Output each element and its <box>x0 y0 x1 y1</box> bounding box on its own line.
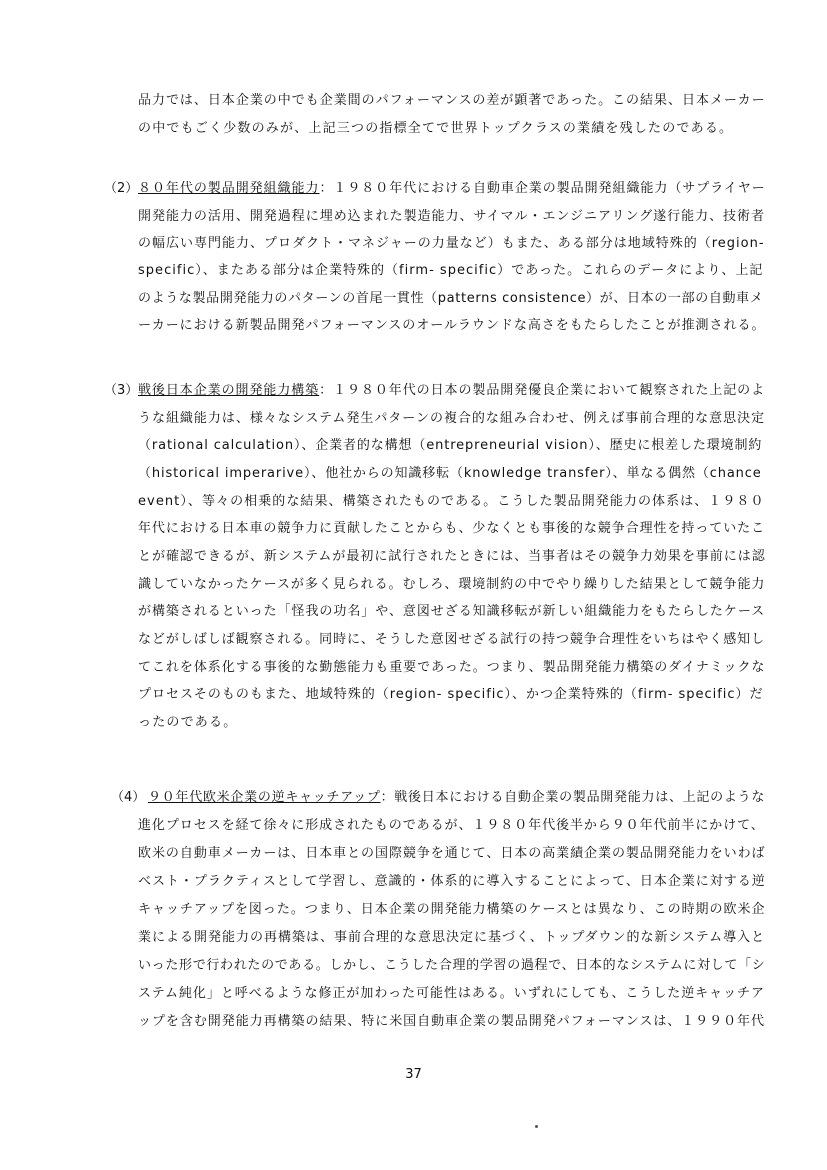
section-4-line: 進化プロセスを経て徐々に形成されたものであるが、１９８０年代後半から９０年代前半にかけて、 <box>138 818 765 833</box>
section-3-line: とが確認できるが、新システムが最初に試行されたときには、当事者はその競争力効果を事前には認 <box>138 549 766 564</box>
section-4-line: 業による開発能力の再構築は、事前合理的な意思決定に基づく、トップダウン的な新システム導入と <box>138 930 766 945</box>
intro-line-2: の中でもごく少数のみが、上記三つの指標全てで世界トップクラスの業績を残したのである。 <box>138 121 734 136</box>
section-3-first-line <box>138 383 765 399</box>
section-3-line: てこれを体系化する事後的な勤態能力も重要であった。つまり、製品開発能力構築のダイナミックな <box>138 660 766 675</box>
section-4-line: ベスト・プラクティスとして学習し、意識的・体系的に導入することによって、日本企業に対する逆 <box>138 874 766 889</box>
section-3-heading: 戦後日本企業の開発能力構築 <box>138 383 320 398</box>
section-3-line: ったのである。 <box>138 715 238 730</box>
section-2-first-line <box>138 181 766 197</box>
section-3-first-rest: ：１９８０年代の日本の製品開発優良企業において観察された上記のよ <box>319 383 766 398</box>
section-4-number: （4） <box>111 790 146 805</box>
section-3-line: うな組織能力は、様々なシステム発生パターンの複合的な組み合わせ、例えば事前合理的な意思決定 <box>138 411 766 426</box>
section-3-line: 識していなかったケースが多く見られる。むしろ、環境制約の中でやり繰りした結果として競争能力 <box>138 577 766 592</box>
section-3-line: （historical imperarive）、他社からの知識移転（knowledge transfer）、単なる偶然（chance <box>138 466 762 481</box>
section-3-line: プロセスそのものもまた、地域特殊的（region- specific）、かつ企業特殊的（firm- specific）だ <box>138 687 764 702</box>
section-2-line: specific）、またある部分は企業特殊的（firm- specific）であった。これらのデータにより、上記 <box>138 263 764 278</box>
intro-line-1: 品力では、日本企業の中でも企業間のパフォーマンスの差が顕著であった。この結果、日本メーカー <box>138 93 766 108</box>
section-4-line: いった形で行われたのである。しかし、こうした合理的学習の過程で、日本的なシステムに対して「シ <box>138 958 766 973</box>
section-2-line: のような製品開発能力のパターンの首尾一貫性（patterns consistence）が、日本の一部の自動車メ <box>138 291 764 306</box>
section-2-number: （2） <box>104 181 139 196</box>
section-2-heading: ８０年代の製品開発組織能力 <box>138 181 320 196</box>
page-number: 37 <box>405 1067 422 1082</box>
section-3-line: などがしばしば観察される。同時に、そうした意図せざる試行の持つ競争合理性をいちはやく感知し <box>138 632 766 647</box>
section-4-first-rest: ：戦後日本における自動企業の製品開発能力は、上記のような <box>380 790 766 805</box>
section-2-line: ーカーにおける新製品開発パフォーマンスのオールラウンドな高さをもたらしたことが推測される。 <box>138 318 766 333</box>
section-4-line: ステム純化」と呼べるような修正が加わった可能性はある。いずれにしても、こうした逆キャッチア <box>138 986 765 1001</box>
section-3-line: 年代における日本車の競争力に貢献したことからも、少なくとも事後的な競争合理性を持っていたこ <box>138 521 766 536</box>
section-4-line: キャッチアップを図った。つまり、日本企業の開発能力構築のケースとは異なり、この時期の欧米企 <box>138 902 766 917</box>
section-3-line: （rational calculation）、企業者的な構想（entrepreneurial vision）、歴史に根差した環境制約 <box>138 438 763 453</box>
section-4-line: 欧米の自動車メーカーは、日本車との国際競争を通じて、日本の高業績企業の製品開発能力をいわば <box>138 846 766 861</box>
scan-speck <box>535 1125 538 1128</box>
section-3-number: （3） <box>104 383 139 398</box>
section-2-line: の幅広い専門能力、プロダクト・マネジャーの力量など）もまた、ある部分は地域特殊的（region- <box>138 236 765 251</box>
section-4-line: ップを含む開発能力再構築の結果、特に米国自動車企業の製品開発パフォーマンスは、１９９０年代 <box>138 1014 765 1029</box>
section-4-heading: ９０年代欧米企業の逆キャッチアップ <box>148 790 381 805</box>
section-3-line: が構築されるといった「怪我の功名」や、意図せざる知識移転が新しい組織能力をもたらしたケース <box>138 604 766 619</box>
section-4-first-line <box>148 790 765 806</box>
section-3-line: event）、等々の相乗的な結果、構築されたものである。こうした製品開発能力の体系は、１９８０ <box>138 494 765 509</box>
section-2-line: 開発能力の活用、開発過程に埋め込まれた製造能力、サイマル・エンジニアリング遂行能力、技術者 <box>138 209 765 224</box>
section-2-first-rest: ：１９８０年代における自動車企業の製品開発組織能力（サプライヤー <box>319 181 766 196</box>
